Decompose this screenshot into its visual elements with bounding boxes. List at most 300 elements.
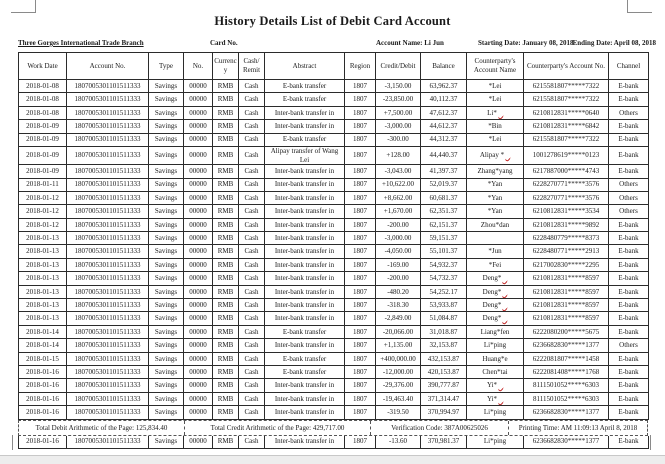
cell-counterparty-name <box>467 406 524 419</box>
cell-work-date: 2018-01-13 <box>19 232 67 245</box>
red-handwriting-annotation <box>502 313 508 322</box>
cell-type: Savings <box>149 272 184 285</box>
cell-no: 00000 <box>184 146 213 164</box>
red-handwriting-annotation <box>498 393 504 402</box>
cell-work-date: 2018-01-08 <box>19 80 67 93</box>
cell-abstract: Inter-bank transfer in <box>265 379 345 392</box>
cell-channel: E-bank <box>609 379 649 392</box>
table-row <box>19 218 649 231</box>
cell-credit-debit: -19,463.40 <box>376 392 421 405</box>
cell-no: 00000 <box>184 218 213 231</box>
cell-counterparty-account-no: 8111501052*****6303 <box>524 392 609 405</box>
cell-region: 1807 <box>345 366 376 379</box>
cell-currency: RMB <box>213 392 239 405</box>
table-row <box>19 272 649 285</box>
crop-mark-top-right <box>627 0 652 13</box>
cell-no: 00000 <box>184 312 213 325</box>
table-row <box>19 191 649 204</box>
cell-cash-remit: Cash <box>239 232 265 245</box>
cell-counterparty-name <box>467 93 524 106</box>
cell-region: 1807 <box>345 205 376 218</box>
cell-credit-debit: -480.20 <box>376 285 421 298</box>
cell-balance: 420,153.87 <box>421 366 467 379</box>
cell-type: Savings <box>149 436 184 449</box>
cell-balance: 60,681.37 <box>421 191 467 204</box>
cell-cash-remit: Cash <box>239 352 265 365</box>
cell-counterparty-account-no: 6228270771*****3576 <box>524 191 609 204</box>
cell-abstract: Inter-bank transfer in <box>265 218 345 231</box>
counterparty-name-text: Deng* <box>482 274 502 283</box>
cell-abstract: Inter-bank transfer in <box>265 178 345 191</box>
cell-region: 1807 <box>345 106 376 119</box>
cell-counterparty-name <box>467 299 524 312</box>
column-header-type: Type <box>149 53 184 80</box>
cell-no: 00000 <box>184 120 213 133</box>
cell-currency: RMB <box>213 272 239 285</box>
cell-no: 00000 <box>184 406 213 419</box>
cell-currency: RMB <box>213 299 239 312</box>
counterparty-name-text: *Yan <box>487 207 503 216</box>
cell-cash-remit: Cash <box>239 106 265 119</box>
cell-no: 00000 <box>184 325 213 338</box>
table-row <box>19 339 649 352</box>
cell-work-date: 2018-01-09 <box>19 120 67 133</box>
column-header-counterparty-account-no: Counterparty's Account No. <box>524 53 609 80</box>
cell-type: Savings <box>149 165 184 178</box>
cell-type: Savings <box>149 218 184 231</box>
window-bottom-bar <box>0 455 665 464</box>
cell-counterparty-account-no: 6228270771*****3576 <box>524 178 609 191</box>
cell-abstract: E-bank transfer <box>265 366 345 379</box>
cell-counterparty-name <box>467 258 524 271</box>
verification-code: Verification Code: 387A00625026 <box>370 421 508 435</box>
table-row <box>19 436 649 449</box>
cell-counterparty-account-no: 6210812831*****8597 <box>524 285 609 298</box>
cell-type: Savings <box>149 205 184 218</box>
counterparty-name-text: *Lei <box>488 81 502 90</box>
red-handwriting-annotation <box>502 286 508 295</box>
cell-currency: RMB <box>213 205 239 218</box>
cell-work-date: 2018-01-14 <box>19 339 67 352</box>
cell-channel: E-bank <box>609 93 649 106</box>
cell-abstract: E-bank transfer <box>265 133 345 146</box>
cell-currency: RMB <box>213 191 239 204</box>
cell-channel: Others <box>609 106 649 119</box>
cell-type: Savings <box>149 191 184 204</box>
cell-counterparty-account-no: 6236682830*****1377 <box>524 436 609 449</box>
cell-abstract: Inter-bank transfer in <box>265 406 345 419</box>
cell-work-date: 2018-01-12 <box>19 191 67 204</box>
cell-channel: E-bank <box>609 406 649 419</box>
column-header-balance: Balance <box>421 53 467 80</box>
table-row <box>19 80 649 93</box>
cell-channel: E-bank <box>609 146 649 164</box>
cell-abstract: Inter-bank transfer in <box>265 191 345 204</box>
counterparty-name-text: *Jun <box>488 247 502 256</box>
cell-abstract: Inter-bank transfer in <box>265 392 345 405</box>
cell-balance: 55,101.37 <box>421 245 467 258</box>
column-header-channel: Channel <box>609 53 649 80</box>
cell-counterparty-name <box>467 312 524 325</box>
cell-type: Savings <box>149 325 184 338</box>
cell-currency: RMB <box>213 339 239 352</box>
cell-no: 00000 <box>184 352 213 365</box>
cell-counterparty-name <box>467 80 524 93</box>
red-handwriting-annotation <box>505 150 511 159</box>
counterparty-name-text: Alipay * <box>479 151 505 160</box>
cell-counterparty-name <box>467 392 524 405</box>
cell-region: 1807 <box>345 80 376 93</box>
column-header-work-date: Work Date <box>19 53 67 80</box>
counterparty-name-text: Deng* <box>482 287 502 296</box>
cell-type: Savings <box>149 120 184 133</box>
counterparty-name-text: Chen*tai <box>482 367 508 376</box>
table-row <box>19 325 649 338</box>
cell-type: Savings <box>149 312 184 325</box>
cell-cash-remit: Cash <box>239 325 265 338</box>
cell-work-date: 2018-01-13 <box>19 312 67 325</box>
cell-cash-remit: Cash <box>239 191 265 204</box>
table-row <box>19 352 649 365</box>
cell-abstract: E-bank transfer <box>265 93 345 106</box>
cell-cash-remit: Cash <box>239 205 265 218</box>
cell-account-no: 1807005301101511333 <box>67 299 149 312</box>
cell-counterparty-account-no: 1001278619*****0123 <box>524 146 609 164</box>
cell-currency: RMB <box>213 80 239 93</box>
cell-no: 00000 <box>184 299 213 312</box>
cell-region: 1807 <box>345 392 376 405</box>
cell-credit-debit: +8,662.00 <box>376 191 421 204</box>
table-row <box>19 165 649 178</box>
counterparty-name-text: Li*ping <box>483 341 507 350</box>
cell-currency: RMB <box>213 106 239 119</box>
cell-type: Savings <box>149 146 184 164</box>
cell-counterparty-account-no: 6210812831*****8597 <box>524 272 609 285</box>
counterparty-name-text: Deng* <box>482 300 502 309</box>
cell-cash-remit: Cash <box>239 285 265 298</box>
cell-type: Savings <box>149 232 184 245</box>
cell-balance: 370,981.37 <box>421 436 467 449</box>
cell-counterparty-name <box>467 272 524 285</box>
cell-account-no: 1807005301101511333 <box>67 218 149 231</box>
cell-credit-debit: -2,849.00 <box>376 312 421 325</box>
column-header-no: No. <box>184 53 213 80</box>
starting-date: Starting Date: January 08, 2018 <box>478 39 574 47</box>
cell-balance: 44,312.37 <box>421 133 467 146</box>
cell-cash-remit: Cash <box>239 93 265 106</box>
cell-region: 1807 <box>345 299 376 312</box>
red-handwriting-annotation <box>502 300 508 309</box>
red-handwriting-annotation <box>498 380 504 389</box>
cell-balance: 32,153.87 <box>421 339 467 352</box>
cell-credit-debit: -23,850.00 <box>376 93 421 106</box>
cell-account-no: 1807005301101511333 <box>67 285 149 298</box>
cell-region: 1807 <box>345 436 376 449</box>
cell-counterparty-name <box>467 178 524 191</box>
cell-counterparty-account-no: 8111501052*****6303 <box>524 379 609 392</box>
cell-cash-remit: Cash <box>239 245 265 258</box>
cell-account-no: 1807005301101511333 <box>67 205 149 218</box>
cell-credit-debit: -200.00 <box>376 218 421 231</box>
table-row <box>19 258 649 271</box>
counterparty-name-text: *Yan <box>487 180 503 189</box>
column-header-region: Region <box>345 53 376 80</box>
cell-credit-debit: -300.00 <box>376 133 421 146</box>
cell-channel: E-bank <box>609 258 649 271</box>
cell-account-no: 1807005301101511333 <box>67 232 149 245</box>
cell-channel: E-bank <box>609 133 649 146</box>
cell-counterparty-name <box>467 366 524 379</box>
cell-channel: E-bank <box>609 352 649 365</box>
cell-credit-debit: -20,066.00 <box>376 325 421 338</box>
cell-type: Savings <box>149 392 184 405</box>
cell-abstract: E-bank transfer <box>265 325 345 338</box>
counterparty-name-text: *Lei <box>488 95 502 104</box>
cell-currency: RMB <box>213 406 239 419</box>
table-row <box>19 366 649 379</box>
cell-credit-debit: -200.00 <box>376 272 421 285</box>
cell-counterparty-account-no: 6228480771*****2913 <box>524 245 609 258</box>
cell-cash-remit: Cash <box>239 299 265 312</box>
cell-abstract: Inter-bank transfer in <box>265 205 345 218</box>
cell-balance: 62,151.37 <box>421 218 467 231</box>
column-header-credit-debit: Credit/Debit <box>376 53 421 80</box>
cell-work-date: 2018-01-09 <box>19 133 67 146</box>
cell-balance: 52,019.37 <box>421 178 467 191</box>
cell-balance: 31,018.87 <box>421 325 467 338</box>
cell-abstract: E-bank transfer <box>265 352 345 365</box>
counterparty-name-text: *Yan <box>487 193 503 202</box>
cell-no: 00000 <box>184 258 213 271</box>
cell-work-date: 2018-01-09 <box>19 146 67 164</box>
cell-work-date: 2018-01-08 <box>19 93 67 106</box>
counterparty-name-text: Yi* <box>486 394 498 403</box>
cell-work-date: 2018-01-08 <box>19 106 67 119</box>
cell-credit-debit: -3,000.00 <box>376 232 421 245</box>
cell-credit-debit: -13.60 <box>376 436 421 449</box>
cell-type: Savings <box>149 339 184 352</box>
cell-currency: RMB <box>213 93 239 106</box>
cell-work-date: 2018-01-13 <box>19 245 67 258</box>
cell-cash-remit: Cash <box>239 312 265 325</box>
history-table-wrap <box>18 52 648 449</box>
table-row <box>19 312 649 325</box>
cell-cash-remit: Cash <box>239 133 265 146</box>
cell-type: Savings <box>149 406 184 419</box>
cell-counterparty-name <box>467 133 524 146</box>
cell-counterparty-name <box>467 232 524 245</box>
cell-balance: 370,994.97 <box>421 406 467 419</box>
cell-counterparty-name <box>467 191 524 204</box>
cell-credit-debit: +1,670.00 <box>376 205 421 218</box>
cell-counterparty-name <box>467 325 524 338</box>
cell-abstract: Inter-bank transfer in <box>265 120 345 133</box>
cell-balance: 51,084.87 <box>421 312 467 325</box>
cell-account-no: 1807005301101511333 <box>67 379 149 392</box>
cell-cash-remit: Cash <box>239 272 265 285</box>
cell-abstract: Inter-bank transfer in <box>265 272 345 285</box>
cell-cash-remit: Cash <box>239 80 265 93</box>
cell-cash-remit: Cash <box>239 218 265 231</box>
red-handwriting-annotation <box>497 107 503 116</box>
cell-account-no: 1807005301101511333 <box>67 272 149 285</box>
cell-account-no: 1807005301101511333 <box>67 245 149 258</box>
ending-date: Ending Date: April 08, 2018 <box>572 39 656 47</box>
cell-work-date: 2018-01-13 <box>19 272 67 285</box>
cell-balance: 53,933.87 <box>421 299 467 312</box>
cell-balance: 59,151.37 <box>421 232 467 245</box>
cell-no: 00000 <box>184 133 213 146</box>
cell-balance: 44,440.37 <box>421 146 467 164</box>
cell-balance: 62,351.37 <box>421 205 467 218</box>
cell-region: 1807 <box>345 245 376 258</box>
cell-currency: RMB <box>213 258 239 271</box>
cell-no: 00000 <box>184 178 213 191</box>
cell-account-no: 1807005301101511333 <box>67 191 149 204</box>
cell-region: 1807 <box>345 285 376 298</box>
table-row <box>19 133 649 146</box>
cell-cash-remit: Cash <box>239 178 265 191</box>
cell-currency: RMB <box>213 436 239 449</box>
report-meta <box>18 39 656 50</box>
cell-cash-remit: Cash <box>239 406 265 419</box>
column-header-cash-remit: Cash/ Remit <box>239 53 265 80</box>
table-row <box>19 232 649 245</box>
cell-account-no: 1807005301101511333 <box>67 312 149 325</box>
cell-type: Savings <box>149 299 184 312</box>
cell-channel: E-bank <box>609 165 649 178</box>
cell-counterparty-account-no: 6217887000*****4743 <box>524 165 609 178</box>
cell-counterparty-account-no: 6222081807*****1458 <box>524 352 609 365</box>
table-row <box>19 178 649 191</box>
cell-account-no: 1807005301101511333 <box>67 325 149 338</box>
cell-channel: E-bank <box>609 218 649 231</box>
cell-type: Savings <box>149 379 184 392</box>
cell-account-no: 1807005301101511333 <box>67 258 149 271</box>
card-no-label: Card No. <box>210 39 238 47</box>
table-row <box>19 120 649 133</box>
cell-counterparty-account-no: 6215581807*****7322 <box>524 133 609 146</box>
table-row <box>19 245 649 258</box>
counterparty-name-text: Huang*e <box>482 354 508 363</box>
counterparty-name-text: Yi* <box>486 381 498 390</box>
cell-counterparty-name <box>467 146 524 164</box>
cell-channel: E-bank <box>609 80 649 93</box>
cell-currency: RMB <box>213 165 239 178</box>
cell-credit-debit: -4,050.00 <box>376 245 421 258</box>
table-row <box>19 392 649 405</box>
cell-work-date: 2018-01-16 <box>19 436 67 449</box>
cell-no: 00000 <box>184 392 213 405</box>
table-row <box>19 406 649 419</box>
counterparty-name-text: Liang*fen <box>480 327 510 336</box>
cell-abstract: E-bank transfer <box>265 80 345 93</box>
cell-credit-debit: -29,376.00 <box>376 379 421 392</box>
cell-counterparty-account-no: 6210812831*****3534 <box>524 205 609 218</box>
cell-credit-debit: +400,000.00 <box>376 352 421 365</box>
cell-currency: RMB <box>213 325 239 338</box>
counterparty-name-text: Zhang*yang <box>477 167 513 176</box>
cell-account-no: 1807005301101511333 <box>67 406 149 419</box>
cell-counterparty-name <box>467 352 524 365</box>
cell-region: 1807 <box>345 191 376 204</box>
counterparty-name-text: Li* <box>487 108 497 117</box>
red-handwriting-annotation <box>502 273 508 282</box>
cell-currency: RMB <box>213 218 239 231</box>
cell-region: 1807 <box>345 272 376 285</box>
cell-region: 1807 <box>345 258 376 271</box>
cell-balance: 390,777.87 <box>421 379 467 392</box>
cell-currency: RMB <box>213 178 239 191</box>
page-title: History Details List of Debit Card Account <box>214 14 451 28</box>
cell-counterparty-account-no: 6236682830*****1377 <box>524 339 609 352</box>
cell-abstract: Inter-bank transfer in <box>265 436 345 449</box>
cell-balance: 54,932.37 <box>421 258 467 271</box>
cell-no: 00000 <box>184 165 213 178</box>
cell-balance: 44,612.37 <box>421 120 467 133</box>
cell-counterparty-account-no: 6210812831*****9892 <box>524 218 609 231</box>
cell-account-no: 1807005301101511333 <box>67 339 149 352</box>
cell-cash-remit: Cash <box>239 258 265 271</box>
cell-abstract: Inter-bank transfer in <box>265 299 345 312</box>
cell-no: 00000 <box>184 366 213 379</box>
table-row <box>19 299 649 312</box>
cell-cash-remit: Cash <box>239 436 265 449</box>
cell-region: 1807 <box>345 325 376 338</box>
cell-currency: RMB <box>213 352 239 365</box>
cell-cash-remit: Cash <box>239 366 265 379</box>
cell-account-no: 1807005301101511333 <box>67 120 149 133</box>
cell-region: 1807 <box>345 218 376 231</box>
cell-work-date: 2018-01-09 <box>19 165 67 178</box>
history-table <box>18 52 649 420</box>
table-row <box>19 93 649 106</box>
cell-abstract: Alipay transfer of Wang Lei <box>265 146 345 164</box>
cell-counterparty-account-no: 6210812831*****8597 <box>524 312 609 325</box>
cell-account-no: 1807005301101511333 <box>67 392 149 405</box>
cell-type: Savings <box>149 366 184 379</box>
cell-balance: 63,962.37 <box>421 80 467 93</box>
cell-region: 1807 <box>345 379 376 392</box>
cell-work-date: 2018-01-12 <box>19 205 67 218</box>
cell-currency: RMB <box>213 120 239 133</box>
cell-cash-remit: Cash <box>239 339 265 352</box>
cell-work-date: 2018-01-13 <box>19 285 67 298</box>
cell-account-no: 1807005301101511333 <box>67 133 149 146</box>
cell-type: Savings <box>149 352 184 365</box>
cell-channel: E-bank <box>609 245 649 258</box>
account-name: Account Name: Li Jun <box>376 39 444 47</box>
cell-region: 1807 <box>345 178 376 191</box>
cell-counterparty-account-no: 6210812831*****6842 <box>524 120 609 133</box>
table-body-continued <box>19 436 649 449</box>
table-body <box>19 80 649 420</box>
cell-currency: RMB <box>213 146 239 164</box>
cell-no: 00000 <box>184 245 213 258</box>
crop-mark-bottom-right <box>650 435 651 450</box>
counterparty-name-text: Zhou*dan <box>480 220 510 229</box>
cell-counterparty-name <box>467 245 524 258</box>
cell-counterparty-name <box>467 379 524 392</box>
total-credit: Total Credit Arithmetic of the Page: 429,717.00 <box>184 421 370 435</box>
cell-work-date: 2018-01-13 <box>19 299 67 312</box>
cell-channel: E-bank <box>609 325 649 338</box>
column-header-currency: Currency <box>213 53 239 80</box>
total-debit: Total Debit Arithmetic of the Page: 125,834.40 <box>35 423 168 432</box>
cell-account-no: 1807005301101511333 <box>67 93 149 106</box>
header-row <box>19 53 649 80</box>
crop-mark-bottom-left <box>12 435 13 450</box>
